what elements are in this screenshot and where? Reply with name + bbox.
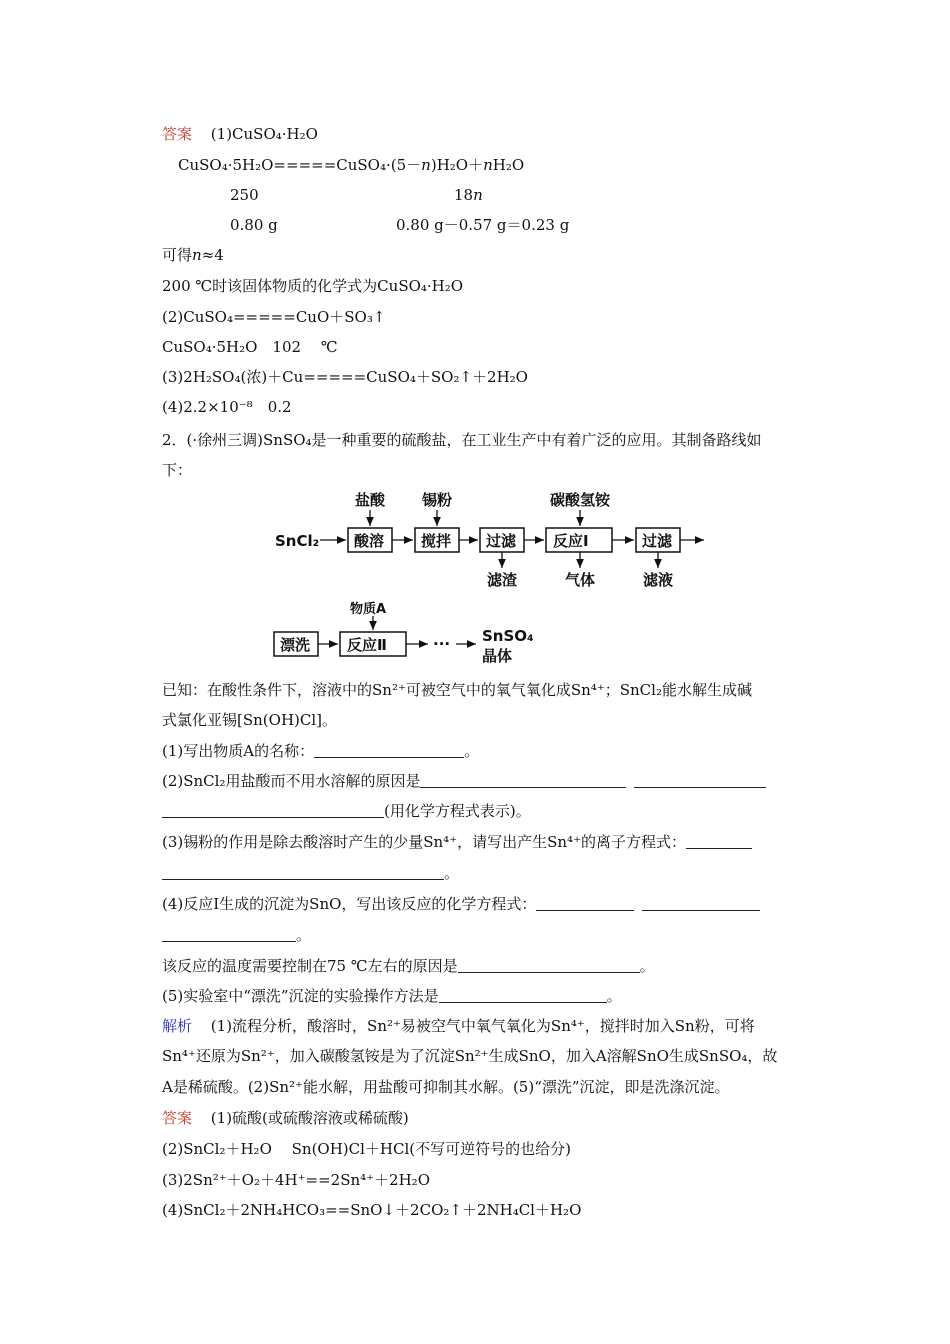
process-flow-diagram — [270, 488, 720, 678]
flow-bottom-residue: 滤渣 — [487, 571, 518, 589]
answer-blank-4b[interactable] — [642, 896, 760, 911]
question-2-2: (2)SnCl₂用盐酸而不用水溶解的原因是 — [162, 771, 766, 791]
flow-end-crystal: 晶体 — [482, 647, 513, 665]
flow-top-ammonium-bicarbonate: 碳酸氢铵 — [550, 491, 611, 509]
answer-3: (3)2H₂SO₄(浓)＋Cu=====CuSO₄＋SO₂↑＋2H₂O — [162, 368, 528, 386]
question-2-2-cont: (用化学方程式表示)。 — [162, 801, 531, 821]
flow-box6-label: 漂洗 — [280, 636, 311, 654]
analysis-line-1: 解析 (1)流程分析，酸溶时，Sn²⁺易被空气中氧气氧化为Sn⁴⁺，搅拌时加入Sn粉，可将 — [162, 1017, 755, 1035]
answer-blank-3a[interactable] — [686, 834, 752, 849]
answer-blank-1[interactable] — [314, 743, 464, 758]
answer-blank-4c[interactable] — [162, 927, 296, 942]
flow-box3-label: 过滤 — [486, 532, 517, 550]
question-2-4b: 该反应的温度需要控制在75 ℃左右的原因是 。 — [162, 957, 655, 975]
answer-blank-5[interactable] — [439, 988, 607, 1003]
question-2-1: (1)写出物质A的名称： 。 — [162, 742, 480, 760]
answer-blank-2a[interactable] — [420, 773, 626, 788]
flow-top-substance-a: 物质A — [350, 602, 387, 617]
answer-2-line-4: (4)SnCl₂＋2NH₄HCO₃==SnO↓＋2CO₂↑＋2NH₄Cl＋H₂O — [162, 1201, 582, 1219]
flow-box1-label: 酸溶 — [354, 532, 385, 550]
flow-bottom-gas: 气体 — [565, 571, 596, 589]
flow-box5-label: 过滤 — [642, 532, 673, 550]
analysis-line-2: Sn⁴⁺还原为Sn²⁺，加入碳酸氢铵是为了沉淀Sn²⁺生成SnO，加入A溶解SnO生成SnSO₄，故 — [162, 1047, 778, 1065]
mass-value-2: 0.80 g－0.57 g＝0.23 g — [396, 216, 570, 234]
equation-line: CuSO₄·5H₂O=====CuSO₄·(5－n)H₂O＋nH₂O — [178, 156, 525, 174]
flow-box2-label: 搅拌 — [421, 532, 452, 550]
analysis-line-3: A是稀硫酸。(2)Sn²⁺能水解，用盐酸可抑制其水解。(5)“漂洗”沉淀，即是洗涤沉淀。 — [162, 1078, 730, 1096]
flow-start-sncl2: SnCl₂ — [275, 532, 320, 550]
answer-blank-2b[interactable] — [634, 773, 766, 788]
answer-label-2: 答案 — [162, 1109, 193, 1127]
flow-box7-label: 反应Ⅱ — [347, 636, 387, 654]
question-2-5: (5)实验室中“漂洗”沉淀的实验操作方法是 。 — [162, 987, 622, 1005]
question-2-3-cont: 。 — [162, 863, 459, 883]
answer-blank-2c[interactable] — [162, 803, 384, 818]
known-info-2: 式氯化亚锡[Sn(OH)Cl]。 — [162, 711, 337, 729]
flow-top-tin-powder: 锡粉 — [422, 491, 453, 509]
answer-2: (2)CuSO₄=====CuO＋SO₃↑ — [162, 308, 386, 326]
answer-4: (4)2.2×10⁻⁸ 0.2 — [162, 398, 292, 416]
mass-ratio-18n: 18n — [454, 186, 483, 204]
question-2-3: (3)锡粉的作用是除去酸溶时产生的少量Sn⁴⁺，请写出产生Sn⁴⁺的离子方程式： — [162, 832, 752, 852]
flow-dots: ··· — [433, 635, 451, 653]
flow-bottom-filtrate: 滤液 — [643, 571, 674, 589]
question-2-intro: 2．(·徐州三调)SnSO₄是一种重要的硫酸盐，在工业生产中有着广泛的应用。其制备路线如 — [162, 431, 762, 449]
mass-value-1: 0.80 g — [230, 216, 278, 234]
answer-label: 答案 — [162, 125, 193, 143]
flow-end-snso4: SnSO₄ — [482, 627, 534, 645]
flow-top-hcl: 盐酸 — [355, 491, 386, 509]
answer-2b: CuSO₄·5H₂O 102 ℃ — [162, 338, 338, 356]
mass-ratio-250: 250 — [230, 186, 259, 204]
result-formula: 200 ℃时该固体物质的化学式为CuSO₄·H₂O — [162, 277, 464, 295]
answer-2-line-2: (2)SnCl₂＋H₂O Sn(OH)Cl＋HCl(不写可逆符号的也给分) — [162, 1140, 571, 1158]
answer-blank-4d[interactable] — [458, 958, 640, 973]
answer-blank-4a[interactable] — [536, 896, 634, 911]
analysis-label: 解析 — [162, 1017, 193, 1035]
question-2-4-cont: 。 — [162, 925, 311, 945]
flow-box4-label: 反应Ⅰ — [553, 532, 589, 550]
answer-2-line-3: (3)2Sn²⁺＋O₂＋4H⁺==2Sn⁴⁺＋2H₂O — [162, 1171, 430, 1189]
answer-blank-3b[interactable] — [162, 865, 444, 880]
answer-line-1 — [162, 124, 318, 144]
result-n: 可得n≈4 — [162, 246, 224, 264]
known-info-1: 已知：在酸性条件下，溶液中的Sn²⁺可被空气中的氧气氧化成Sn⁴⁺；SnCl₂能水解生成碱 — [162, 681, 752, 699]
answer-1-text: (1)CuSO₄·H₂O — [210, 125, 318, 143]
question-2-4: (4)反应Ⅰ生成的沉淀为SnO，写出该反应的化学方程式： — [162, 894, 760, 914]
question-2-intro-2: 下： — [162, 461, 193, 479]
answer-2-line-1: 答案 (1)硫酸(或硫酸溶液或稀硫酸) — [162, 1109, 409, 1127]
